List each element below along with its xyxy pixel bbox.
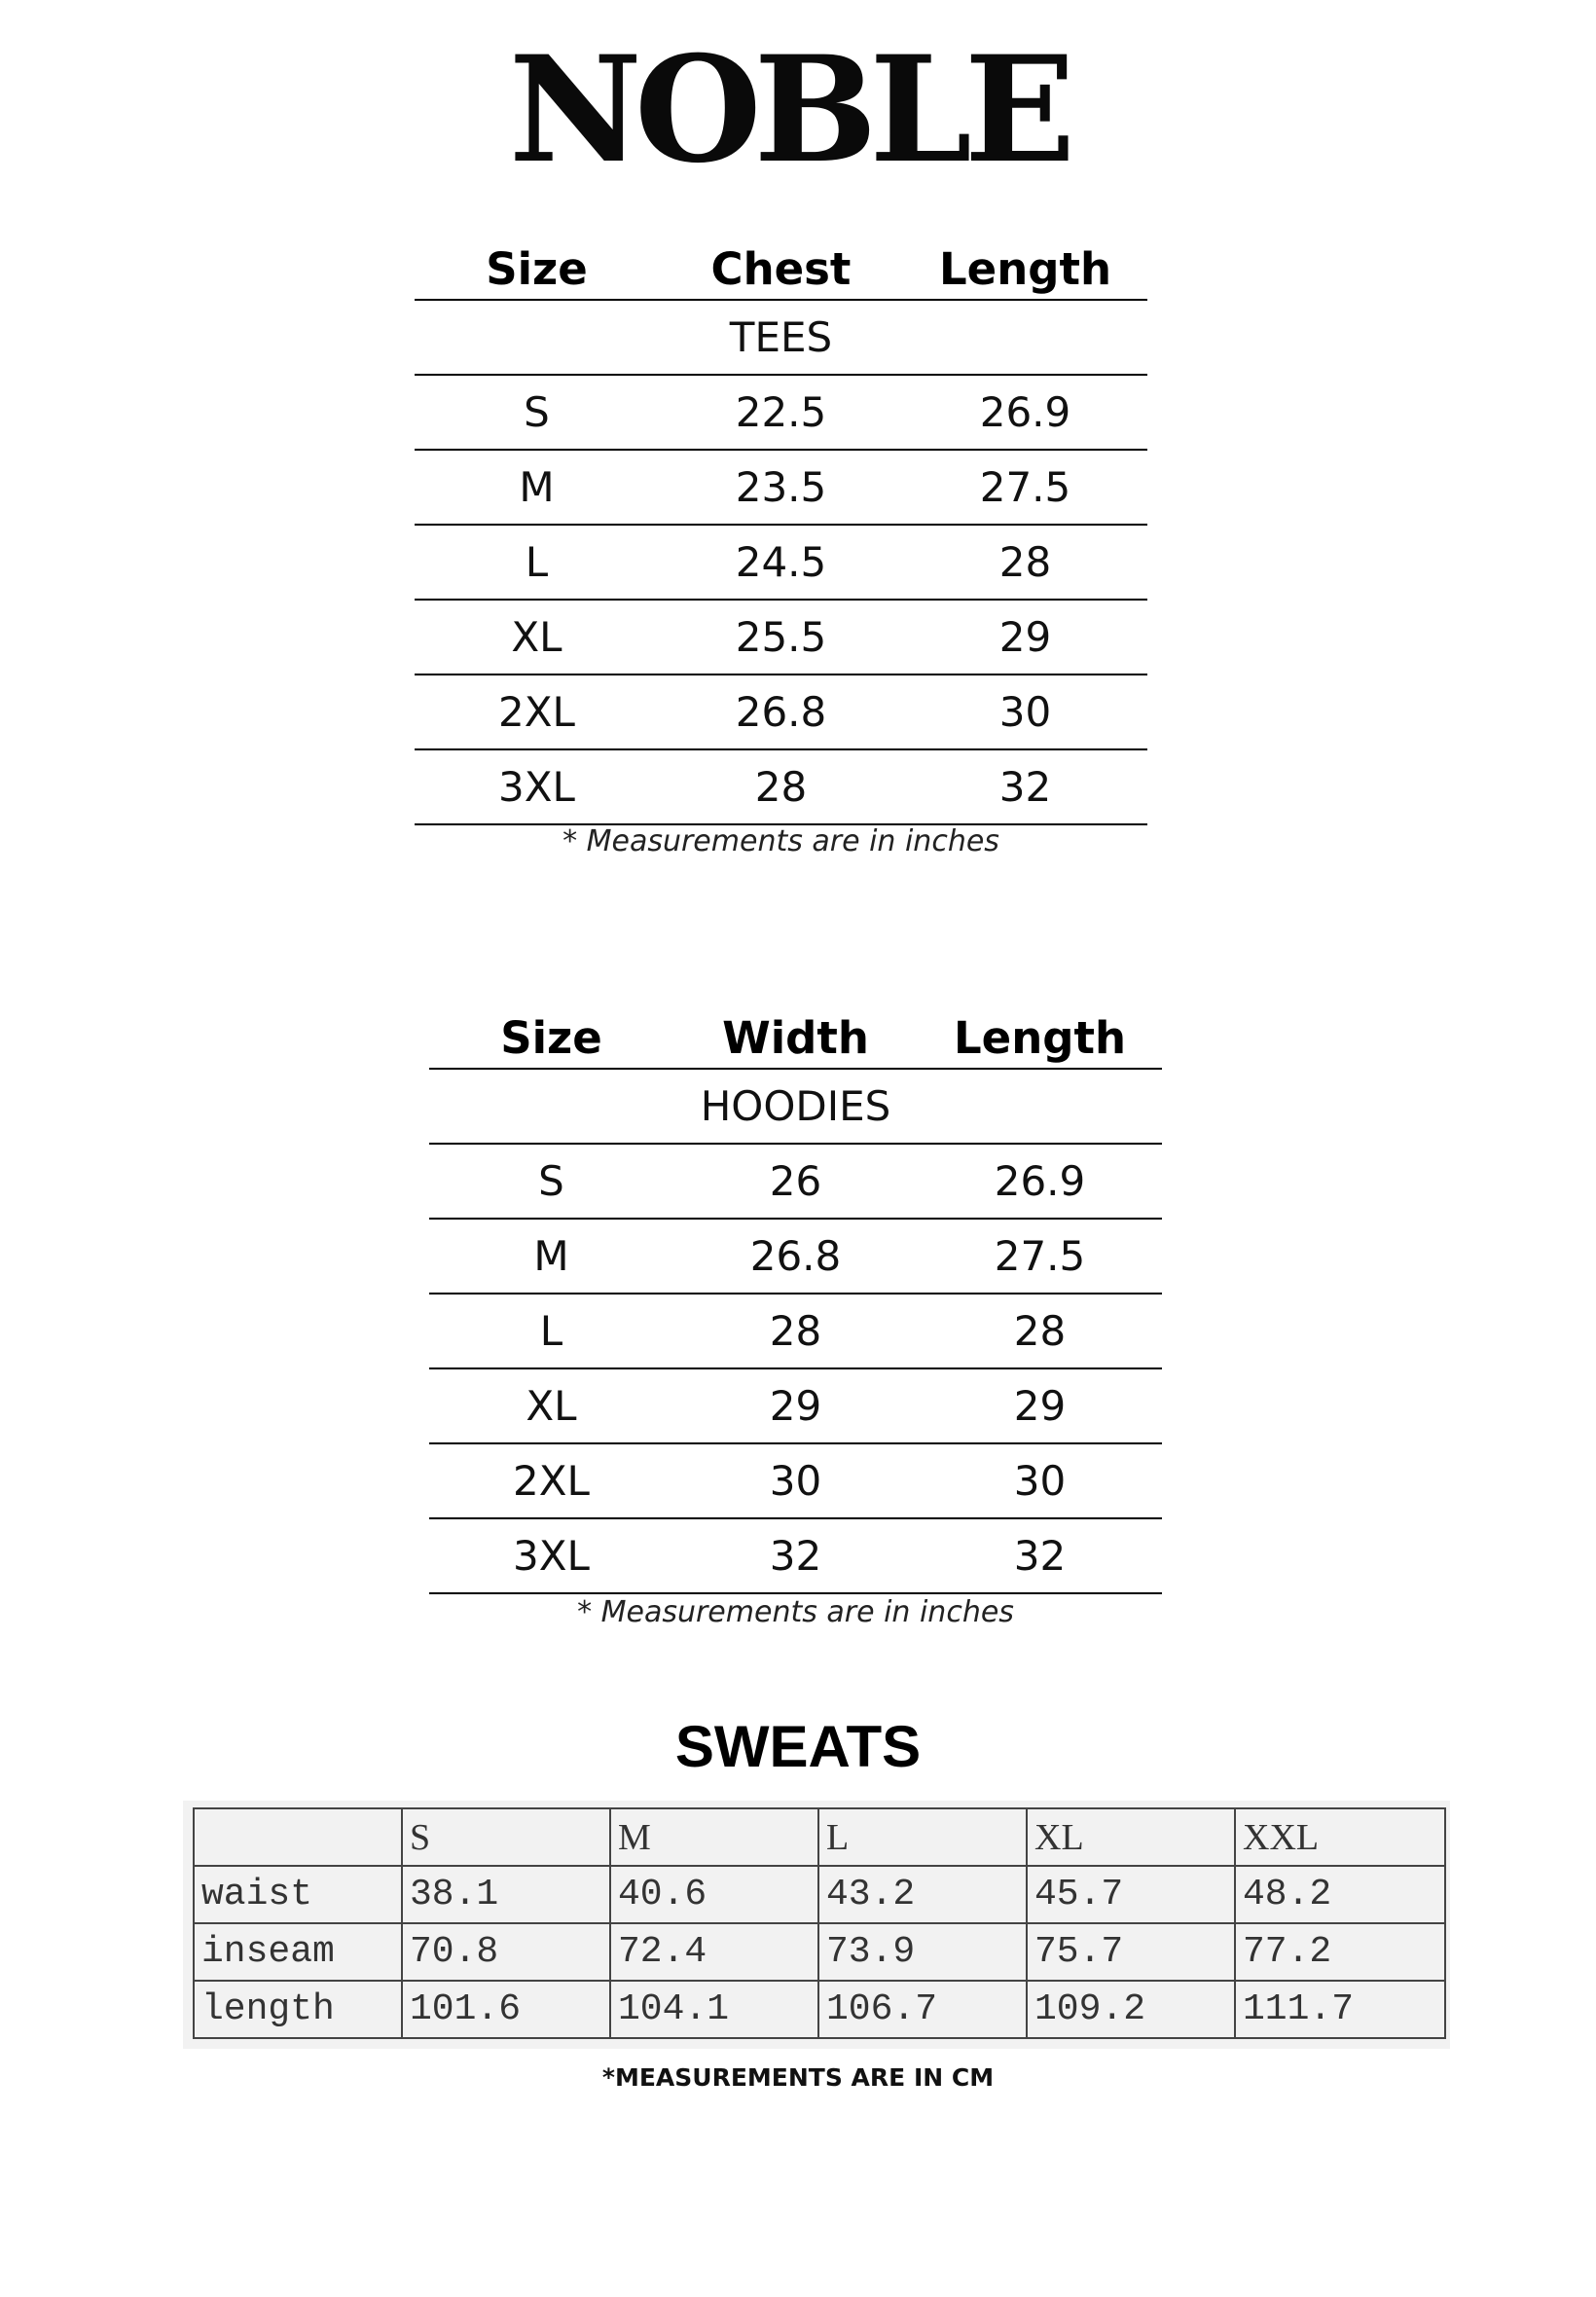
- value-cell: 38.1: [402, 1866, 610, 1923]
- length-cell: 26.9: [918, 1144, 1162, 1219]
- hoodies-header-width: Width: [673, 991, 918, 1069]
- length-cell: 30: [903, 675, 1147, 749]
- tees-header-row: [415, 222, 1147, 300]
- length-cell: 32: [903, 749, 1147, 824]
- table-row: [194, 1981, 1445, 2038]
- length-cell: 29: [918, 1368, 1162, 1443]
- chest-cell: 22.5: [659, 375, 903, 450]
- value-cell: 75.7: [1027, 1923, 1235, 1981]
- size-cell: 2XL: [415, 675, 659, 749]
- size-cell: M: [429, 1219, 673, 1294]
- chest-cell: 25.5: [659, 600, 903, 675]
- value-cell: 45.7: [1027, 1866, 1235, 1923]
- width-cell: 29: [673, 1368, 918, 1443]
- size-cell: 3XL: [429, 1518, 673, 1593]
- tees-measurement-note: * Measurements are in inches: [562, 824, 999, 858]
- header-cell: [194, 1808, 402, 1866]
- hoodies-measurement-note: * Measurements are in inches: [577, 1595, 1014, 1629]
- hoodies-category-label: HOODIES: [429, 1069, 1162, 1144]
- header-cell: M: [610, 1808, 818, 1866]
- value-cell: 111.7: [1235, 1981, 1445, 2038]
- value-cell: 43.2: [818, 1866, 1027, 1923]
- length-cell: 28: [918, 1294, 1162, 1368]
- width-cell: 26.8: [673, 1219, 918, 1294]
- length-cell: 29: [903, 600, 1147, 675]
- table-row: [429, 1368, 1162, 1443]
- noble-logo: [508, 15, 1069, 209]
- size-cell: L: [415, 525, 659, 600]
- size-cell: L: [429, 1294, 673, 1368]
- table-row: [429, 1518, 1162, 1593]
- value-cell: 73.9: [818, 1923, 1027, 1981]
- table-row: [194, 1866, 1445, 1923]
- tees-header-length: Length: [903, 222, 1147, 300]
- table-row: [415, 450, 1147, 525]
- table-row: [429, 1443, 1162, 1518]
- size-cell: S: [429, 1144, 673, 1219]
- measure-label-cell: length: [194, 1981, 402, 2038]
- width-cell: 32: [673, 1518, 918, 1593]
- width-cell: 30: [673, 1443, 918, 1518]
- size-cell: S: [415, 375, 659, 450]
- value-cell: 106.7: [818, 1981, 1027, 2038]
- hoodies-header-row: [429, 991, 1162, 1069]
- header-cell: L: [818, 1808, 1027, 1866]
- size-cell: M: [415, 450, 659, 525]
- tees-header-size: Size: [415, 222, 659, 300]
- tees-category-label: TEES: [415, 300, 1147, 375]
- tees-category-row: [415, 300, 1147, 375]
- length-cell: 32: [918, 1518, 1162, 1593]
- measure-label-cell: inseam: [194, 1923, 402, 1981]
- length-cell: 27.5: [918, 1219, 1162, 1294]
- width-cell: 26: [673, 1144, 918, 1219]
- logo-text: NOBLE: [508, 24, 1069, 196]
- sweats-size-table: [193, 1807, 1446, 2039]
- chest-cell: 28: [659, 749, 903, 824]
- hoodies-header-length: Length: [918, 991, 1162, 1069]
- value-cell: 77.2: [1235, 1923, 1445, 1981]
- chest-cell: 24.5: [659, 525, 903, 600]
- table-row: [429, 1144, 1162, 1219]
- size-cell: XL: [429, 1368, 673, 1443]
- value-cell: 40.6: [610, 1866, 818, 1923]
- measure-label-cell: waist: [194, 1866, 402, 1923]
- table-row: [429, 1219, 1162, 1294]
- value-cell: 72.4: [610, 1923, 818, 1981]
- table-row: [415, 375, 1147, 450]
- header-cell: XL: [1027, 1808, 1235, 1866]
- table-row: [429, 1294, 1162, 1368]
- size-cell: XL: [415, 600, 659, 675]
- table-row: [194, 1923, 1445, 1981]
- header-cell: XXL: [1235, 1808, 1445, 1866]
- sweats-header-row: [194, 1808, 1445, 1866]
- size-cell: 3XL: [415, 749, 659, 824]
- hoodies-category-row: [429, 1069, 1162, 1144]
- hoodies-header-size: Size: [429, 991, 673, 1069]
- length-cell: 27.5: [903, 450, 1147, 525]
- sweats-title: SWEATS: [674, 1714, 922, 1779]
- header-cell: S: [402, 1808, 610, 1866]
- table-row: [415, 749, 1147, 824]
- value-cell: 48.2: [1235, 1866, 1445, 1923]
- chest-cell: 26.8: [659, 675, 903, 749]
- hoodies-size-table: [429, 991, 1162, 1594]
- table-row: [415, 600, 1147, 675]
- length-cell: 26.9: [903, 375, 1147, 450]
- chest-cell: 23.5: [659, 450, 903, 525]
- sweats-measurement-note: *MEASUREMENTS ARE IN CM: [601, 2063, 995, 2092]
- value-cell: 109.2: [1027, 1981, 1235, 2038]
- tees-header-chest: Chest: [659, 222, 903, 300]
- value-cell: 70.8: [402, 1923, 610, 1981]
- length-cell: 28: [903, 525, 1147, 600]
- size-cell: 2XL: [429, 1443, 673, 1518]
- table-row: [415, 675, 1147, 749]
- value-cell: 101.6: [402, 1981, 610, 2038]
- table-row: [415, 525, 1147, 600]
- tees-size-table: [415, 222, 1147, 825]
- width-cell: 28: [673, 1294, 918, 1368]
- length-cell: 30: [918, 1443, 1162, 1518]
- value-cell: 104.1: [610, 1981, 818, 2038]
